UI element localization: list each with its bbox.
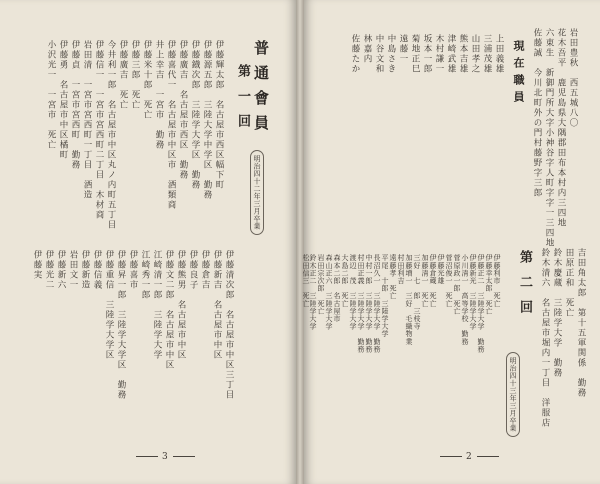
page-two — [304, 0, 600, 484]
member-entry: 伊藤新造 — [80, 250, 90, 290]
member-entry: 伊藤実 — [32, 250, 42, 280]
member-entry: 伊藤新吉 名古屋市中区 — [212, 250, 222, 360]
entry: 岩田豊秋 西五城八〇 — [568, 28, 578, 128]
member-entry: 伊藤喜市 — [128, 250, 138, 290]
member-entry: 伊藤新光 三陸学大学 — [469, 254, 477, 330]
member-entry: 伊藤廣吉 名古屋市西区 勤務 — [178, 40, 188, 180]
member-entry: 伊藤倉蔵 死亡 — [429, 254, 437, 308]
entry: 鈴木慶蔵 三陸学大学 勤務 — [552, 248, 562, 378]
entry: 鈴木清六 名古屋市堀内一丁目 洋服店 — [540, 248, 550, 428]
member-entry: 今井利一郎 名古屋市中区丸ノ内町五丁目 — [106, 40, 116, 230]
member-entry: 伊藤光二 — [44, 250, 54, 290]
member-entry: 伊藤喜代一 名古屋市中区市 酒類商 — [166, 40, 176, 210]
member-entry: 中村一郎 三陸学大学 勤務 — [365, 254, 373, 353]
member-entry: 江崎秀一郎 — [140, 250, 150, 300]
section1-title: 第一回 — [235, 64, 250, 139]
member-entry: 伊藤昇一郎 三陸学大学区 勤務 — [116, 250, 126, 400]
staff-entry: 中島さき — [386, 34, 396, 74]
member-entry: 加藤清一 死亡 — [421, 254, 429, 308]
member-entry: 伊藤勇 名古屋市中区橘町 — [58, 40, 68, 160]
entry: 六東生 新御門所大字小神谷字人町字字一三四地 — [544, 28, 554, 248]
staff-entry: 菊地正巳 — [410, 34, 420, 74]
member-entry: 井上幸吉 一宮市 勤務 — [154, 40, 164, 150]
entry: 佐藤誠 今川北町外の門村藤野字三郎 — [532, 28, 542, 198]
member-entry: 岩田宗次郎 死亡 — [317, 254, 325, 315]
entry: 田原正和 死亡 — [564, 248, 574, 318]
staff-entry: 中谷文和 — [374, 34, 384, 74]
member-entry: 長沼久一 三陸学大学 勤務 — [373, 254, 381, 353]
member-entry: 岩田文一 — [68, 250, 78, 290]
page-three — [0, 0, 296, 484]
member-entry: 伊藤廣吉 死亡 — [118, 40, 128, 110]
member-entry: 森本二郎 名古屋市 — [333, 254, 341, 323]
staff-entry: 熊本吉雄 — [458, 34, 468, 74]
staff-entry: 遠藤一 — [398, 34, 408, 64]
member-entry: 伊藤米十郎 死亡 — [142, 40, 152, 120]
member-entry: 伊藤倉吉 — [200, 250, 210, 290]
member-entry: 鈴木正二 三陸学大学 — [309, 254, 317, 330]
member-entry: 伊藤信義 — [92, 250, 102, 290]
member-entry: 村田正義 三陸学大学 勤務 — [357, 254, 365, 353]
staff-entry: 坂本一郎 — [422, 34, 432, 74]
book-gutter — [296, 0, 304, 484]
member-entry: 伊藤貞 一宮市宮西町 勤務 — [70, 40, 80, 170]
member-entry: 大島二郎 死亡 — [341, 254, 349, 308]
member-entry: 伊藤幸太郎 死亡 — [485, 254, 493, 315]
member-entry: 伊藤三郎 死亡 — [130, 40, 140, 110]
member-entry: 伊藤正二 三陸学大学 勤務 — [477, 254, 485, 353]
member-entry: 伊藤源五郎 三陸大学中学区 勤務 — [202, 40, 212, 200]
member-entry: 渡辺 茂 三陸学大学 — [349, 254, 357, 330]
staff-entry: 三浦茂雄 — [482, 34, 492, 74]
staff-section-title: 現在職員 — [512, 40, 525, 108]
member-entry: 岩田清 一宮市宮西町一丁目 酒造 — [82, 40, 92, 200]
staff-entry: 佐藤たか — [350, 34, 360, 74]
member-entry: 伊藤信一 一宮市宮西町二丁目 木材商 — [94, 40, 104, 220]
staff-entry: 津崎武雄 — [446, 34, 456, 74]
member-entry: 伊藤光雄 — [437, 254, 445, 285]
entry: 花木吾平 鹿児島県大隅郡田布本村内三四地 — [556, 28, 566, 228]
staff-entry: 林嘉内 — [362, 34, 372, 64]
member-entry: 江崎清一郎 三陸学大学 — [152, 250, 162, 360]
section1-note: 明治四十二年三月卒業 — [250, 150, 264, 235]
main-title: 普通會員 — [252, 40, 270, 140]
member-entry: 森山正六 三陸学大学 — [325, 254, 333, 330]
staff-entry: 山田孝之 — [470, 34, 480, 74]
member-entry: 伊藤輝太郎 名古屋市西区幅下町 — [214, 40, 224, 190]
member-entry: 伊藤利市 死亡 — [493, 254, 501, 308]
member-entry: 菅原政一郎 死亡 — [453, 254, 461, 315]
member-entry: 小沢光一 一宮市 死亡 — [46, 40, 56, 150]
section2-title: 第二回 — [517, 250, 532, 325]
member-entry: 伊藤文二郎 名古屋市中区 — [164, 250, 174, 370]
member-entry: 平尾 十郎 三陸学大学 — [381, 254, 389, 338]
member-entry: 三好 七 郎 三枝寺 — [413, 254, 421, 330]
member-entry: 伊藤熊男 名古屋市中区 — [176, 250, 186, 360]
page-number-left: 3 — [132, 452, 199, 462]
entry: 吉田角太郎 第十五軍関係 勤務 — [576, 248, 586, 398]
staff-entry: 木村謙一 — [434, 34, 444, 74]
member-entry: 小川清一 高等学校 勤務 — [461, 254, 469, 346]
member-entry: 伊藤良子 — [188, 250, 198, 290]
member-entry: 伊藤鐡次郎 三陸学大学区 勤務 — [190, 40, 200, 190]
member-entry: 伊藤重信 三陸学大学区 — [104, 250, 114, 360]
staff-entry: 上田義雄 — [494, 34, 504, 74]
member-entry: 遠藤孝 死亡 — [389, 254, 397, 300]
member-entry: 村田利吉 — [397, 254, 405, 285]
member-entry: 伊藤新六 — [56, 250, 66, 290]
member-entry: 松田信三 死亡 — [302, 254, 310, 308]
member-entry: 菅沼俊一 死亡 — [445, 254, 453, 308]
member-entry: 伊藤清次郎 名古屋市中区三丁目 — [224, 250, 234, 400]
member-entry: 加藤増一 三好 毛織物業 — [405, 254, 413, 346]
page-number-right: 2 — [436, 452, 503, 462]
section2-note: 明治四十三年三月卒業 — [506, 352, 520, 437]
